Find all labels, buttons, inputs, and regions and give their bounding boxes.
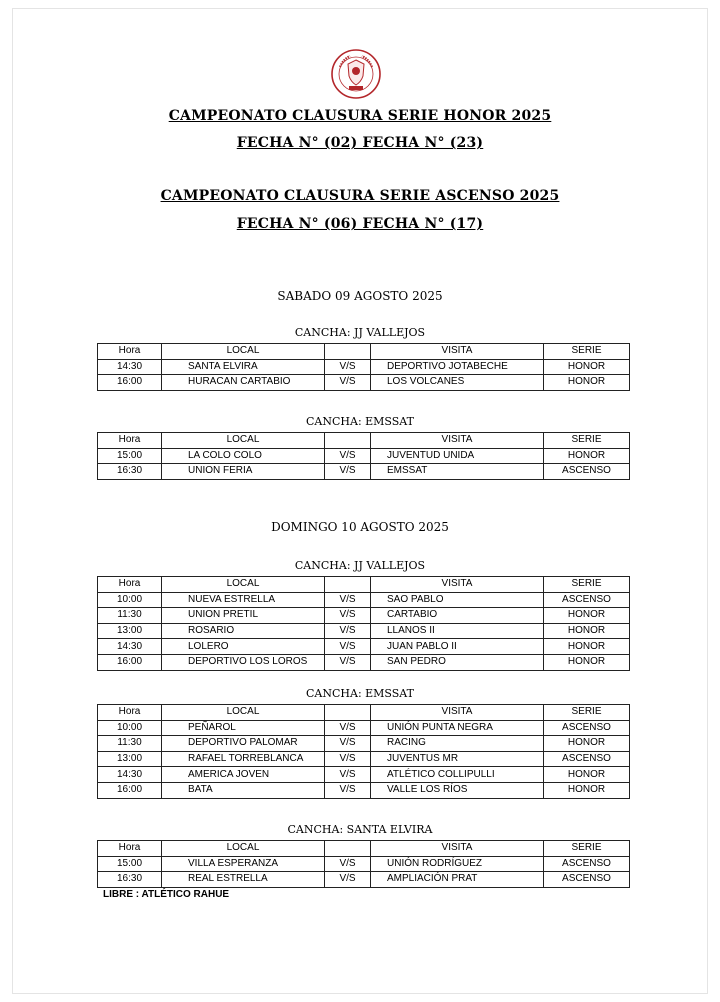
column-header-visita: VISITA	[371, 841, 544, 857]
match-time: 13:00	[98, 751, 162, 767]
match-time: 11:30	[98, 608, 162, 624]
table-row	[98, 782, 630, 798]
versus-label: V/S	[325, 767, 371, 783]
table-row	[98, 639, 630, 655]
table-row	[98, 375, 630, 391]
column-header-hora: Hora	[98, 433, 162, 449]
away-team: JUAN PABLO II	[371, 639, 544, 655]
table-row	[98, 592, 630, 608]
versus-label: V/S	[325, 623, 371, 639]
table-row	[98, 856, 630, 872]
versus-label: V/S	[325, 639, 371, 655]
away-team: SAO PABLO	[371, 592, 544, 608]
match-series: HONOR	[544, 623, 630, 639]
match-time: 10:00	[98, 720, 162, 736]
column-header-vs	[325, 433, 371, 449]
versus-label: V/S	[325, 751, 371, 767]
versus-label: V/S	[325, 720, 371, 736]
table-row	[98, 359, 630, 375]
versus-label: V/S	[325, 872, 371, 888]
home-team: DEPORTIVO LOS LOROS	[162, 654, 325, 670]
ascenso-fecha: FECHA N° (06) FECHA N° (17)	[236, 216, 484, 232]
home-team: DEPORTIVO PALOMAR	[162, 736, 325, 752]
cancha-label: CANCHA: JJ VALLEJOS	[294, 326, 426, 339]
association-crest-icon	[331, 49, 381, 99]
match-series: HONOR	[544, 654, 630, 670]
match-series: HONOR	[544, 736, 630, 752]
home-team: SANTA ELVIRA	[162, 359, 325, 375]
home-team: UNION FERIA	[162, 464, 325, 480]
away-team: LOS VOLCANES	[371, 375, 544, 391]
versus-label: V/S	[325, 375, 371, 391]
match-time: 14:30	[98, 767, 162, 783]
column-header-vs	[325, 344, 371, 360]
match-time: 16:00	[98, 782, 162, 798]
column-header-local: LOCAL	[162, 705, 325, 721]
match-series: HONOR	[544, 359, 630, 375]
home-team: LOLERO	[162, 639, 325, 655]
honor-fecha: FECHA N° (02) FECHA N° (23)	[236, 135, 484, 151]
versus-label: V/S	[325, 592, 371, 608]
away-team: JUVENTUD UNIDA	[371, 448, 544, 464]
home-team: BATA	[162, 782, 325, 798]
match-series: ASCENSO	[544, 751, 630, 767]
column-header-vs	[325, 577, 371, 593]
cancha-label: CANCHA: EMSSAT	[306, 687, 414, 700]
table-row	[98, 751, 630, 767]
column-header-visita: VISITA	[371, 705, 544, 721]
versus-label: V/S	[325, 782, 371, 798]
versus-label: V/S	[325, 654, 371, 670]
column-header-hora: Hora	[98, 841, 162, 857]
table-row	[98, 736, 630, 752]
cancha-label: CANCHA: SANTA ELVIRA	[287, 823, 433, 836]
match-time: 15:00	[98, 448, 162, 464]
fixture-table	[97, 432, 630, 480]
away-team: LLANOS II	[371, 623, 544, 639]
bye-team-note: LIBRE : ATLÉTICO RAHUE	[103, 889, 230, 900]
away-team: SAN PEDRO	[371, 654, 544, 670]
column-header-visita: VISITA	[371, 344, 544, 360]
versus-label: V/S	[325, 464, 371, 480]
away-team: ATLÉTICO COLLIPULLI	[371, 767, 544, 783]
match-series: HONOR	[544, 767, 630, 783]
home-team: LA COLO COLO	[162, 448, 325, 464]
match-time: 11:30	[98, 736, 162, 752]
match-time: 14:30	[98, 359, 162, 375]
column-header-hora: Hora	[98, 577, 162, 593]
match-series: ASCENSO	[544, 872, 630, 888]
table-row	[98, 872, 630, 888]
table-header-row	[98, 433, 630, 449]
away-team: UNIÓN RODRÍGUEZ	[371, 856, 544, 872]
away-team: RACING	[371, 736, 544, 752]
match-time: 16:30	[98, 872, 162, 888]
column-header-local: LOCAL	[162, 577, 325, 593]
versus-label: V/S	[325, 359, 371, 375]
column-header-serie: SERIE	[544, 344, 630, 360]
match-time: 14:30	[98, 639, 162, 655]
table-header-row	[98, 841, 630, 857]
versus-label: V/S	[325, 608, 371, 624]
versus-label: V/S	[325, 856, 371, 872]
table-row	[98, 623, 630, 639]
match-time: 16:00	[98, 654, 162, 670]
versus-label: V/S	[325, 736, 371, 752]
table-row	[98, 448, 630, 464]
column-header-visita: VISITA	[371, 577, 544, 593]
column-header-hora: Hora	[98, 705, 162, 721]
column-header-local: LOCAL	[162, 841, 325, 857]
column-header-serie: SERIE	[544, 705, 630, 721]
table-header-row	[98, 344, 630, 360]
home-team: REAL ESTRELLA	[162, 872, 325, 888]
match-series: ASCENSO	[544, 720, 630, 736]
column-header-local: LOCAL	[162, 433, 325, 449]
away-team: VALLE LOS RÍOS	[371, 782, 544, 798]
away-team: EMSSAT	[371, 464, 544, 480]
column-header-vs	[325, 841, 371, 857]
column-header-visita: VISITA	[371, 433, 544, 449]
match-time: 16:30	[98, 464, 162, 480]
match-series: HONOR	[544, 608, 630, 624]
column-header-serie: SERIE	[544, 841, 630, 857]
honor-title: CAMPEONATO CLAUSURA SERIE HONOR 2025	[168, 108, 552, 124]
fixture-table	[97, 576, 630, 671]
column-header-serie: SERIE	[544, 577, 630, 593]
table-row	[98, 608, 630, 624]
match-series: HONOR	[544, 782, 630, 798]
home-team: VILLA ESPERANZA	[162, 856, 325, 872]
home-team: PEÑAROL	[162, 720, 325, 736]
day-label-saturday: SABADO 09 AGOSTO 2025	[277, 289, 443, 303]
ascenso-title: CAMPEONATO CLAUSURA SERIE ASCENSO 2025	[160, 188, 560, 204]
match-series: HONOR	[544, 375, 630, 391]
column-header-serie: SERIE	[544, 433, 630, 449]
column-header-hora: Hora	[98, 344, 162, 360]
match-series: HONOR	[544, 639, 630, 655]
home-team: RAFAEL TORREBLANCA	[162, 751, 325, 767]
fixture-table	[97, 704, 630, 799]
cancha-label: CANCHA: JJ VALLEJOS	[294, 559, 426, 572]
match-series: ASCENSO	[544, 856, 630, 872]
table-row	[98, 720, 630, 736]
away-team: UNIÓN PUNTA NEGRA	[371, 720, 544, 736]
home-team: UNION PRETIL	[162, 608, 325, 624]
versus-label: V/S	[325, 448, 371, 464]
match-series: ASCENSO	[544, 464, 630, 480]
home-team: HURACAN CARTABIO	[162, 375, 325, 391]
home-team: AMERICA JOVEN	[162, 767, 325, 783]
match-time: 16:00	[98, 375, 162, 391]
match-time: 13:00	[98, 623, 162, 639]
table-row	[98, 464, 630, 480]
table-header-row	[98, 705, 630, 721]
away-team: JUVENTUS MR	[371, 751, 544, 767]
match-time: 10:00	[98, 592, 162, 608]
match-time: 15:00	[98, 856, 162, 872]
day-label-sunday: DOMINGO 10 AGOSTO 2025	[271, 520, 449, 534]
home-team: ROSARIO	[162, 623, 325, 639]
away-team: CARTABIO	[371, 608, 544, 624]
column-header-local: LOCAL	[162, 344, 325, 360]
table-header-row	[98, 577, 630, 593]
match-series: ASCENSO	[544, 592, 630, 608]
home-team: NUEVA ESTRELLA	[162, 592, 325, 608]
table-row	[98, 654, 630, 670]
fixture-table	[97, 840, 630, 888]
fixture-table	[97, 343, 630, 391]
column-header-vs	[325, 705, 371, 721]
cancha-label: CANCHA: EMSSAT	[306, 415, 414, 428]
match-series: HONOR	[544, 448, 630, 464]
away-team: DEPORTIVO JOTABECHE	[371, 359, 544, 375]
table-row	[98, 767, 630, 783]
away-team: AMPLIACIÓN PRAT	[371, 872, 544, 888]
